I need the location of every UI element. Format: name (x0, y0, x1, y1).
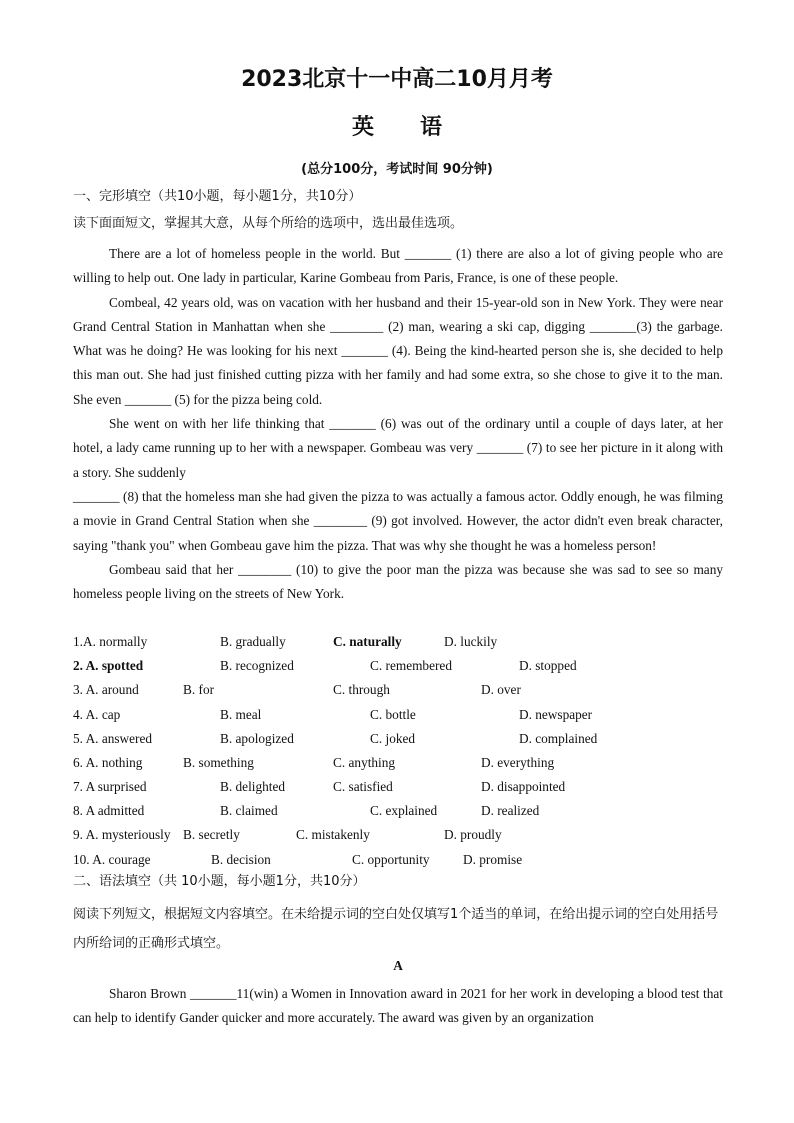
option-row-10 (73, 850, 733, 874)
passage-paragraph-2: Combeal, 42 years old, was on vacation with her husband and their 15-year-old son in New York. They were near Grand Central Station in Manhattan when she ________ (2) man, wearing a ski cap, digging _______(3) the garbage. What was he doing? He was looking for his next _______ (4). Being the kind-hearted person she is, she decided to help this man out. She had just finished cutting pizza with her family and had some extra, so she chose to give it to the man. She even _______ (5) for the pizza being cold. (73, 294, 723, 407)
passage-paragraph-5: Gombeau said that her ________ (10) to give the poor man the pizza was because she was sad to see so many homeless people living on the streets of New York. (73, 561, 723, 602)
option-4-a: 4. A. cap (73, 707, 121, 722)
option-5-c: C. joked (370, 731, 416, 746)
cloze-passage (73, 242, 723, 606)
passage-paragraph-4: _______ (8) that the homeless man she had given the pizza to was actually a famous actor. Oddly enough, he was filming a movie in Grand Central Station when she ________ (9) got involved. However, the actor didn't even break character, saying "thank you" when Gombeau gave him the pizza. That was why she thought he was a homeless person! (73, 488, 723, 553)
option-row-1 (73, 632, 733, 656)
option-row-6 (73, 753, 733, 777)
option-9-d: D. proudly (444, 827, 502, 842)
option-2-c: C. remembered (370, 658, 452, 673)
option-6-b: B. something (183, 755, 254, 770)
section1-heading: 一、完形填空（共10小题，每小题1分，共10分） (73, 189, 362, 204)
option-1-c: C. naturally (333, 634, 402, 649)
option-3-b: B. for (183, 682, 215, 697)
option-10-b: B. decision (211, 852, 271, 867)
option-row-3 (73, 680, 733, 704)
option-row-5 (73, 729, 733, 753)
option-3-a: 3. A. around (73, 682, 139, 697)
passage-a-label: A (393, 958, 403, 973)
option-1-a: 1.A. normally (73, 634, 148, 649)
option-2-d: D. stopped (519, 658, 577, 673)
section2-instruction: 阅读下列短文，根据短文内容填空。在未给提示词的空白处仅填写1个适当的单词，在给出提示词的空白处用括号内所给词的正确形式填空。 (73, 907, 719, 951)
option-8-d: D. realized (481, 803, 540, 818)
exam-meta: (总分100分，考试时间 90分钟) (301, 162, 493, 177)
option-3-d: D. over (481, 682, 521, 697)
option-row-8 (73, 801, 733, 825)
option-8-b: B. claimed (220, 803, 278, 818)
passage-paragraph-1: There are a lot of homeless people in the world. But _______ (1) there are also a lot of giving people who are willing to help out. One lady in particular, Karine Gombeau from Paris, France, is one of these people. (73, 246, 723, 286)
option-2-a: 2. A. spotted (73, 658, 144, 673)
option-row-9 (73, 825, 733, 849)
option-7-b: B. delighted (220, 779, 285, 794)
option-5-d: D. complained (519, 731, 598, 746)
option-7-c: C. satisfied (333, 779, 393, 794)
option-4-b: B. meal (220, 707, 262, 722)
option-1-d: D. luckily (444, 634, 498, 649)
option-4-c: C. bottle (370, 707, 416, 722)
option-10-a: 10. A. courage (73, 852, 151, 867)
option-8-a: 8. A admitted (73, 803, 145, 818)
option-3-c: C. through (333, 682, 390, 697)
option-5-b: B. apologized (220, 731, 294, 746)
option-1-b: B. gradually (220, 634, 286, 649)
option-8-c: C. explained (370, 803, 438, 818)
option-6-a: 6. A. nothing (73, 755, 143, 770)
option-9-b: B. secretly (183, 827, 240, 842)
option-7-a: 7. A surprised (73, 779, 147, 794)
section2-heading: 二、语法填空（共 10小题，每小题1分，共10分） (73, 874, 366, 889)
grammar-paragraph-1: Sharon Brown _______11(win) a Women in Innovation award in 2021 for her work in developing a blood test that can help to identify Gander quicker and more accurately. The award was given by an organization (73, 986, 723, 1026)
option-5-a: 5. A. answered (73, 731, 153, 746)
exam-title: 2023北京十一中高二10月月考 (241, 67, 553, 92)
section1-instruction: 读下面面短文，掌握其大意，从每个所给的选项中，选出最佳选项。 (73, 216, 464, 231)
option-4-d: D. newspaper (519, 707, 593, 722)
option-9-c: C. mistakenly (296, 827, 370, 842)
option-7-d: D. disappointed (481, 779, 566, 794)
option-row-4 (73, 705, 733, 729)
option-6-d: D. everything (481, 755, 555, 770)
option-10-c: C. opportunity (352, 852, 430, 867)
passage-paragraph-3: She went on with her life thinking that _______ (6) was out of the ordinary until a couple of days later, at her hotel, a lady came running up to her with a newspaper. Gombeau was very _______ (7) to see her picture in it along with a story. She suddenly (73, 416, 723, 480)
option-row-7 (73, 777, 733, 801)
option-6-c: C. anything (333, 755, 396, 770)
option-9-a: 9. A. mysteriously (73, 827, 171, 842)
grammar-passage (73, 982, 723, 1031)
option-10-d: D. promise (463, 852, 523, 867)
option-row-2 (73, 656, 733, 680)
subject-title: 英 语 (352, 115, 442, 140)
option-2-b: B. recognized (220, 658, 294, 673)
